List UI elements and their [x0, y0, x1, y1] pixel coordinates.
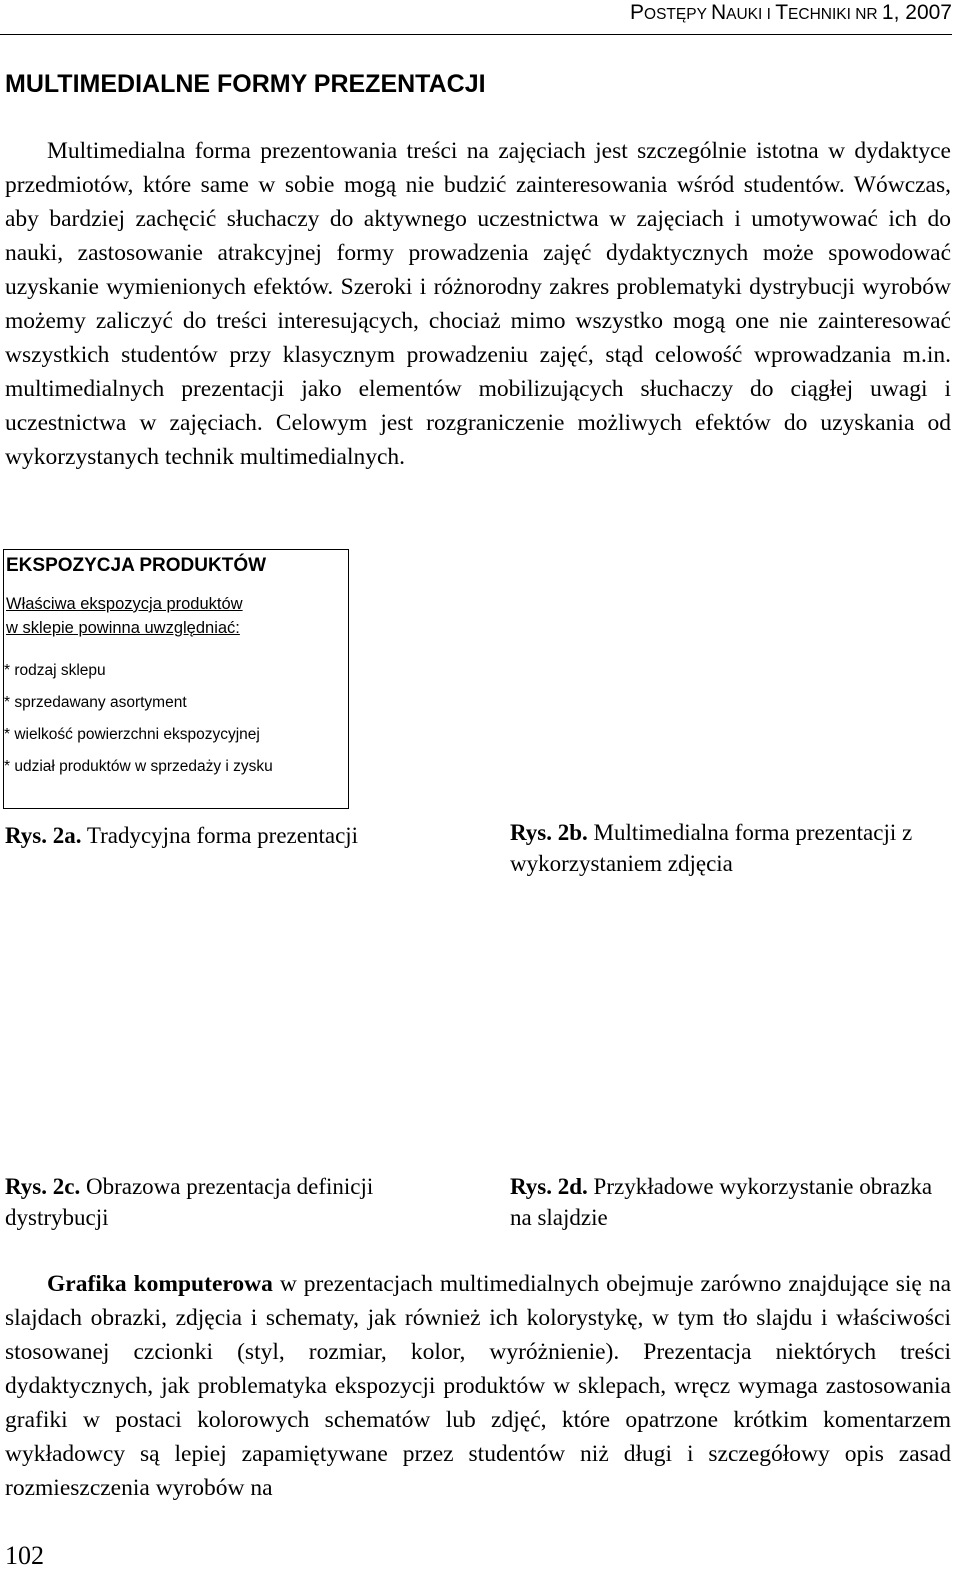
- slide-bullet-list: [4, 659, 273, 787]
- slide-bullet: * sprzedawany asortyment: [4, 694, 187, 711]
- figure-2a-slide: [3, 549, 349, 809]
- caption-2d-text: Przykładowe wykorzystanie obrazka na slajdzie: [510, 1174, 933, 1230]
- caption-2d: [510, 1171, 950, 1233]
- slide-subtitle-line-1: Właściwa ekspozycja produktów: [6, 595, 243, 613]
- slide-subtitle: [6, 592, 243, 640]
- caption-2b: [510, 817, 950, 879]
- journal-word-3: ECHNIKI NR: [788, 6, 882, 23]
- slide-bullet: * wielkość powierzchni ekspozycyjnej: [4, 726, 260, 743]
- journal-word-2: AUKI I: [726, 6, 776, 23]
- slide-title: EKSPOZYCJA PRODUKTÓW: [6, 555, 267, 576]
- paragraph-graphics-text: w prezentacjach multimedialnych obejmuje zarówno znajdujące się na slajdach obrazki, zdjęcia i schematy, jak również ich kolorystykę, w tym tło slajdu i właściwości stosowanej czcionki (styl, rozmiar, kolor, wyróżnienie). Prezentacja niektórych treści dydaktycznych, jak problematyka ekspozycji produktów w sklepach, wręcz wymaga zastosowania grafiki w postaci kolorowych schematów lub zdjęć, które opatrzone krótkim komentarzem wykładowcy są lepiej zapamiętywane przez studentów niż długi i szczegółowy opis zasad rozmieszczenia wyrobów na: [5, 1271, 952, 1501]
- paragraph-graphics: [5, 1267, 951, 1505]
- caption-2a-text: Tradycyjna forma prezentacji: [81, 823, 359, 848]
- section-title: MULTIMEDIALNE FORMY PREZENTACJI: [5, 70, 486, 98]
- paragraph-graphics-lead: Grafika komputerowa: [47, 1271, 273, 1297]
- journal-initial-2: N: [710, 1, 727, 24]
- caption-2c-label: Rys. 2c.: [5, 1174, 81, 1199]
- caption-2a: [5, 820, 358, 851]
- page-number: 102: [5, 1541, 44, 1570]
- caption-2c-text: Obrazowa prezentacja definicji dystrybucji: [5, 1174, 374, 1230]
- slide-bullet: * udział produktów w sprzedaży i zysku: [4, 758, 273, 775]
- caption-2d-label: Rys. 2d.: [510, 1174, 588, 1199]
- slide-bullet: * rodzaj sklepu: [4, 662, 106, 679]
- slide-subtitle-line-2: w sklepie powinna uwzględniać:: [6, 619, 240, 637]
- caption-2c: [5, 1171, 445, 1233]
- caption-2a-label: Rys. 2a.: [5, 823, 82, 848]
- running-header: [0, 0, 952, 35]
- journal-issue: 1, 2007: [881, 1, 952, 24]
- journal-initial-1: P: [630, 1, 645, 24]
- journal-initial-3: T: [775, 1, 789, 24]
- paragraph-intro-text: Multimedialna forma prezentowania treści na zajęciach jest szczególnie istotna w dydaktyce przedmiotów, które same w sobie mogą nie budzić zainteresowania wśród studentów. Wówczas, aby bardziej zachęcić słuchaczy do aktywnego uczestnictwa w zajęciach i umotywować ich do nauki, zastosowanie atrakcyjnej formy prowadzenia zajęć dydaktycznych może spowodować uzyskanie wymienionych efektów. Szeroki i różnorodny zakres problematyki dystrybucji wyrobów możemy zaliczyć do treści interesujących, chociaż mimo wszystko mogą one nie zainteresować wszystkich studentów przy klasycznym prowadzeniu zajęć, stąd celowość wprowadzania m.in. multimedialnych prezentacji jako elementów mobilizujących słuchaczy do ciągłej uwagi i uczestnictwa w zajęciach. Celowym jest rozgraniczenie możliwych efektów do uzyskania od wykorzystanych technik multimedialnych.: [5, 138, 951, 470]
- caption-2b-label: Rys. 2b.: [510, 820, 588, 845]
- journal-word-1: OSTĘPY: [644, 6, 711, 23]
- caption-2b-text: Multimedialna forma prezentacji z wykorzystaniem zdjęcia: [510, 820, 913, 876]
- paragraph-intro: [5, 134, 951, 474]
